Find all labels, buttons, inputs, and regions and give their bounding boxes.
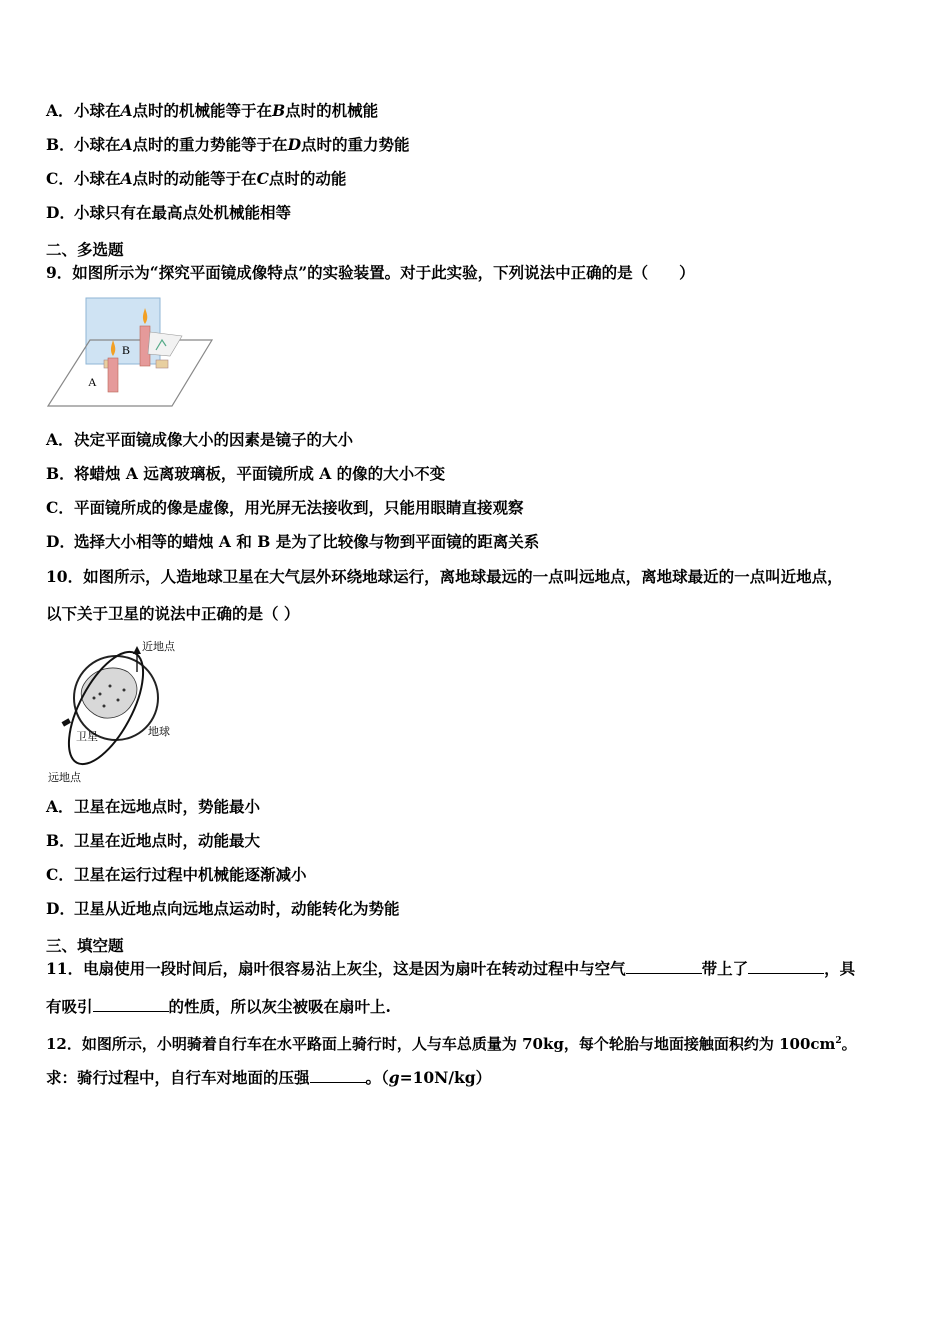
satellite-orbit-figure: [44, 634, 194, 786]
q9-stem: 9．如图所示为“探究平面镜成像特点”的实验装置。对于此实验，下列说法中正确的是（ ）: [46, 263, 695, 282]
fig-label-a: A: [88, 375, 97, 389]
q10-stem-line2: 以下关于卫星的说法中正确的是（ ）: [46, 604, 300, 623]
q8-option-c: C．小球在A点时的动能等于在C点时的动能: [46, 169, 347, 188]
fig-label-satellite: 卫星: [76, 731, 98, 743]
fig-label-perigee: 近地点: [142, 641, 175, 653]
q10-option-d: D．卫星从近地点向远地点运动时，动能转化为势能: [46, 899, 400, 918]
fig-label-apogee: 远地点: [48, 772, 81, 784]
q11-line2: 有吸引 的性质，所以灰尘被吸在扇叶上.: [46, 997, 391, 1016]
q8-option-b: B．小球在A点时的重力势能等于在D点时的重力势能: [46, 135, 410, 154]
q11-blank-1[interactable]: [626, 959, 702, 974]
q8-option-d: D．小球只有在最高点处机械能相等: [46, 203, 292, 222]
section-fill-in: 三、填空题: [46, 936, 124, 955]
q10-option-b: B．卫星在近地点时，动能最大: [46, 831, 261, 850]
q9-option-a: A．决定平面镜成像大小的因素是镜子的大小: [46, 430, 354, 449]
q8-option-a: A．小球在A点时的机械能等于在B点时的机械能: [46, 101, 379, 120]
q10-stem-line1: 10．如图所示，人造地球卫星在大气层外环绕地球运行，离地球最远的一点叫远地点，离地球最近的一点叫近地点，: [46, 567, 843, 586]
q12-line1: 12．如图所示，小明骑着自行车在水平路面上骑行时，人与车总质量为 70kg，每个轮胎与地面接触面积约为 $100cm^2$。: [46, 1035, 857, 1053]
q11-blank-2[interactable]: [748, 959, 824, 974]
q10-option-c: C．卫星在运行过程中机械能逐渐减小: [46, 865, 307, 884]
fig-label-b: B: [122, 343, 131, 357]
perigee-arrow: [133, 646, 141, 654]
fig-label-earth: 地球: [148, 726, 170, 738]
q11-blank-3[interactable]: [93, 997, 169, 1012]
q9-option-d: D．选择大小相等的蜡烛 A 和 B 是为了比较像与物到平面镜的距离关系: [46, 532, 540, 551]
q11-line1: 11．电扇使用一段时间后，扇叶很容易沾上灰尘，这是因为扇叶在转动过程中与空气 带上了 ，具: [46, 959, 856, 978]
section-multiple-choice: 二、多选题: [46, 240, 124, 259]
plane-mirror-figure: [44, 296, 216, 410]
q12-blank[interactable]: [310, 1068, 366, 1083]
q9-option-c: C．平面镜所成的像是虚像，用光屏无法接收到，只能用眼睛直接观察: [46, 498, 524, 517]
candle-a: [108, 358, 118, 392]
satellite-icon: [62, 718, 71, 726]
q9-option-b: B．将蜡烛 A 远离玻璃板，平面镜所成 A 的像的大小不变: [46, 464, 446, 483]
base-block-right: [156, 360, 168, 368]
q10-option-a: A．卫星在远地点时，势能最小: [46, 797, 261, 816]
q12-line2: 求：骑行过程中，自行车对地面的压强 。（g=10N/kg）: [46, 1068, 492, 1087]
